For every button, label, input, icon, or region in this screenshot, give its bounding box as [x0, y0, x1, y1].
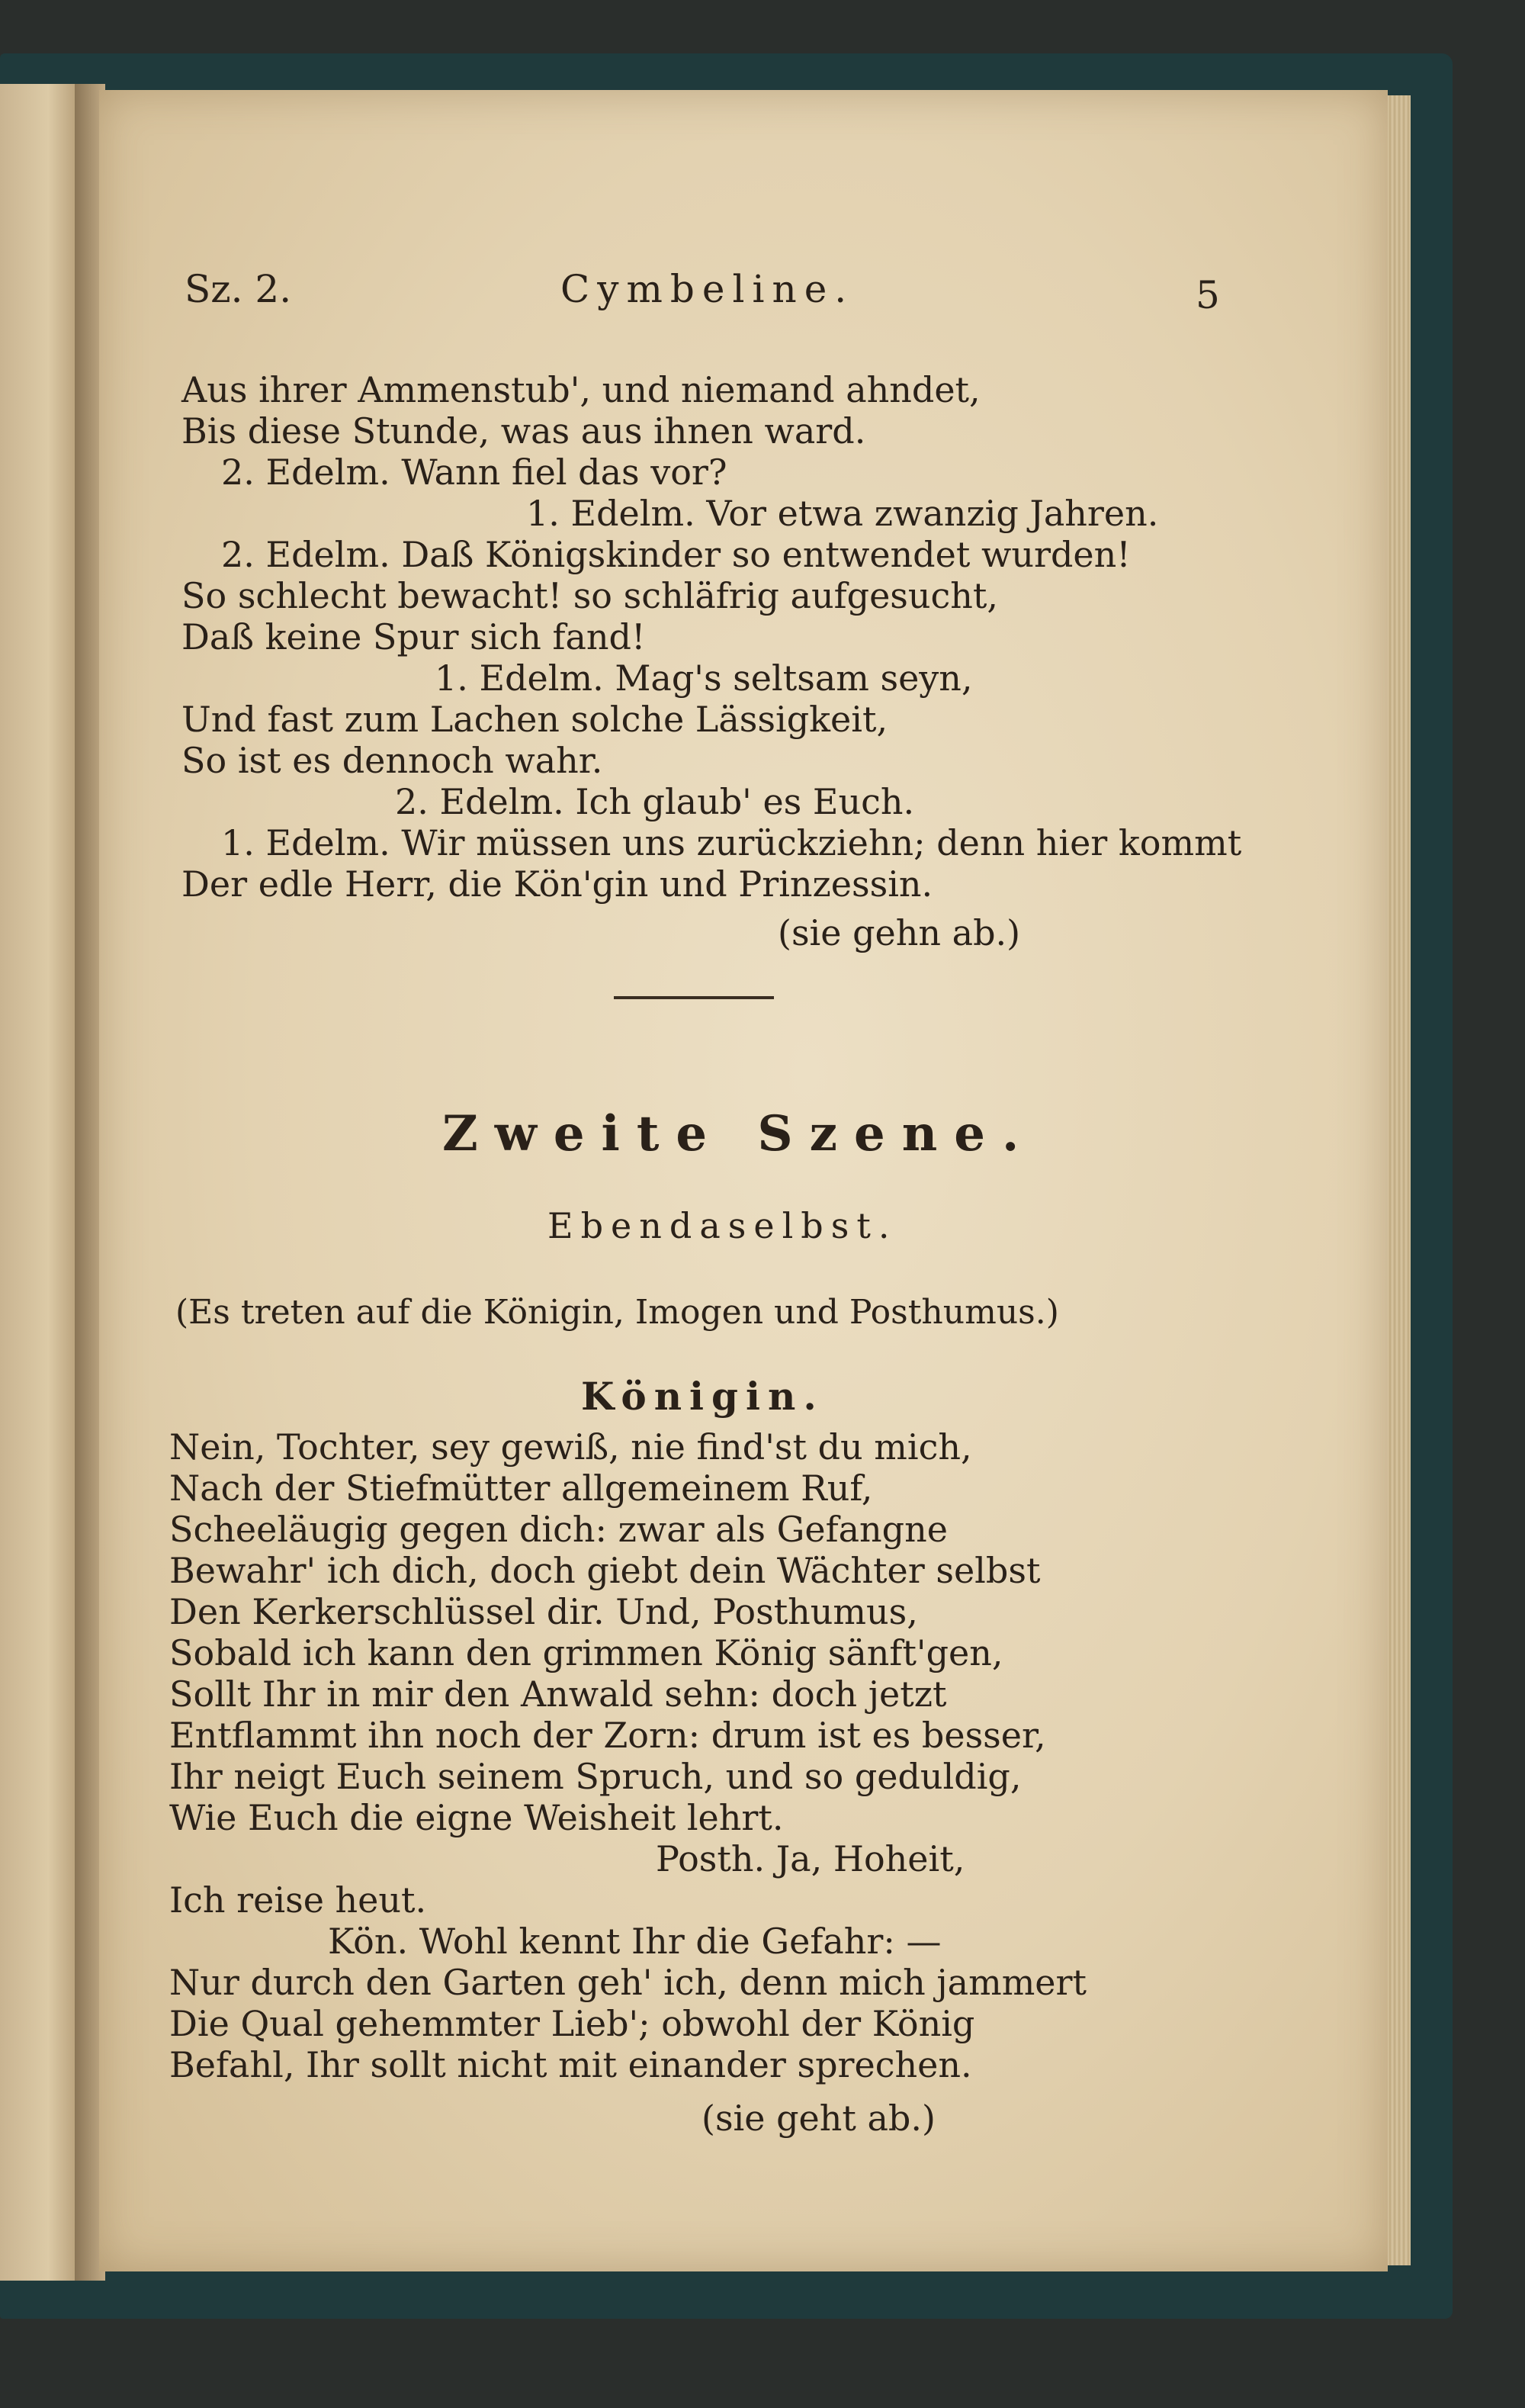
verse-line: Und fast zum Lachen solche Lässigkeit, [181, 699, 888, 740]
verse-line: Bis diese Stunde, was aus ihnen ward. [181, 410, 866, 452]
page-stack-edge [1388, 95, 1411, 2265]
verse-line: 2. Edelm. Ich glaub' es Euch. [395, 781, 915, 822]
header-scene-ref: Sz. 2. [185, 267, 292, 311]
verse-line: Aus ihrer Ammenstub', und niemand ahndet, [181, 369, 981, 410]
verse-line: Daß keine Spur sich fand! [181, 616, 646, 657]
verse-line: 2. Edelm. Daß Königskinder so entwendet wurden! [221, 534, 1131, 575]
verse-line: Entflammt ihn noch der Zorn: drum ist es besser, [169, 1715, 1046, 1756]
verse-line: Befahl, Ihr sollt nicht mit einander sprechen. [169, 2044, 972, 2085]
verse-line: Sollt Ihr in mir den Anwald sehn: doch jetzt [169, 1673, 947, 1715]
verse-line: Sobald ich kann den grimmen König sänft'gen, [169, 1632, 1003, 1673]
verse-line: 2. Edelm. Wann fiel das vor? [221, 452, 727, 493]
speaker-name: Königin. [581, 1374, 824, 1419]
verse-line: So schlecht bewacht! so schläfrig aufgesucht, [181, 575, 999, 616]
page-number: 5 [1196, 273, 1220, 317]
scene-location: Ebendaselbst. [547, 1205, 897, 1246]
verse-line: Ich reise heut. [169, 1879, 427, 1921]
verse-line: Wie Euch die eigne Weisheit lehrt. [169, 1797, 784, 1838]
header-title: Cymbeline. [560, 267, 855, 311]
scene-stage-direction: (Es treten auf die Königin, Imogen und Posthumus.) [175, 1293, 1059, 1332]
verse-line: Den Kerkerschlüssel dir. Und, Posthumus, [169, 1591, 918, 1632]
verse-line: Kön. Wohl kennt Ihr die Gefahr: — [328, 1921, 942, 1962]
left-page-edge [0, 84, 80, 2281]
verse-line: Der edle Herr, die Kön'gin und Prinzessin. [181, 863, 933, 905]
stage-direction: (sie geht ab.) [702, 2098, 936, 2139]
verse-line: Scheeläugig gegen dich: zwar als Gefangne [169, 1509, 948, 1550]
section-divider [614, 996, 774, 999]
verse-line: 1. Edelm. Wir müssen uns zurückziehn; denn hier kommt [221, 822, 1242, 863]
verse-line: Nein, Tochter, sey gewiß, nie find'st du mich, [169, 1426, 972, 1468]
scene-title: Zweite Szene. [442, 1105, 1036, 1162]
verse-line: Posth. Ja, Hoheit, [656, 1838, 965, 1879]
verse-line: 1. Edelm. Vor etwa zwanzig Jahren. [526, 493, 1159, 534]
verse-line: Nur durch den Garten geh' ich, denn mich jammert [169, 1962, 1087, 2003]
verse-line: Bewahr' ich dich, doch giebt dein Wächter selbst [169, 1550, 1041, 1591]
verse-line: Nach der Stiefmütter allgemeinem Ruf, [169, 1468, 873, 1509]
verse-line: So ist es dennoch wahr. [181, 740, 603, 781]
verse-line: Die Qual gehemmter Lieb'; obwohl der König [169, 2003, 975, 2044]
stage-direction: (sie gehn ab.) [778, 912, 1021, 953]
verse-line: 1. Edelm. Mag's seltsam seyn, [435, 657, 973, 699]
verse-line: Ihr neigt Euch seinem Spruch, und so geduldig, [169, 1756, 1022, 1797]
